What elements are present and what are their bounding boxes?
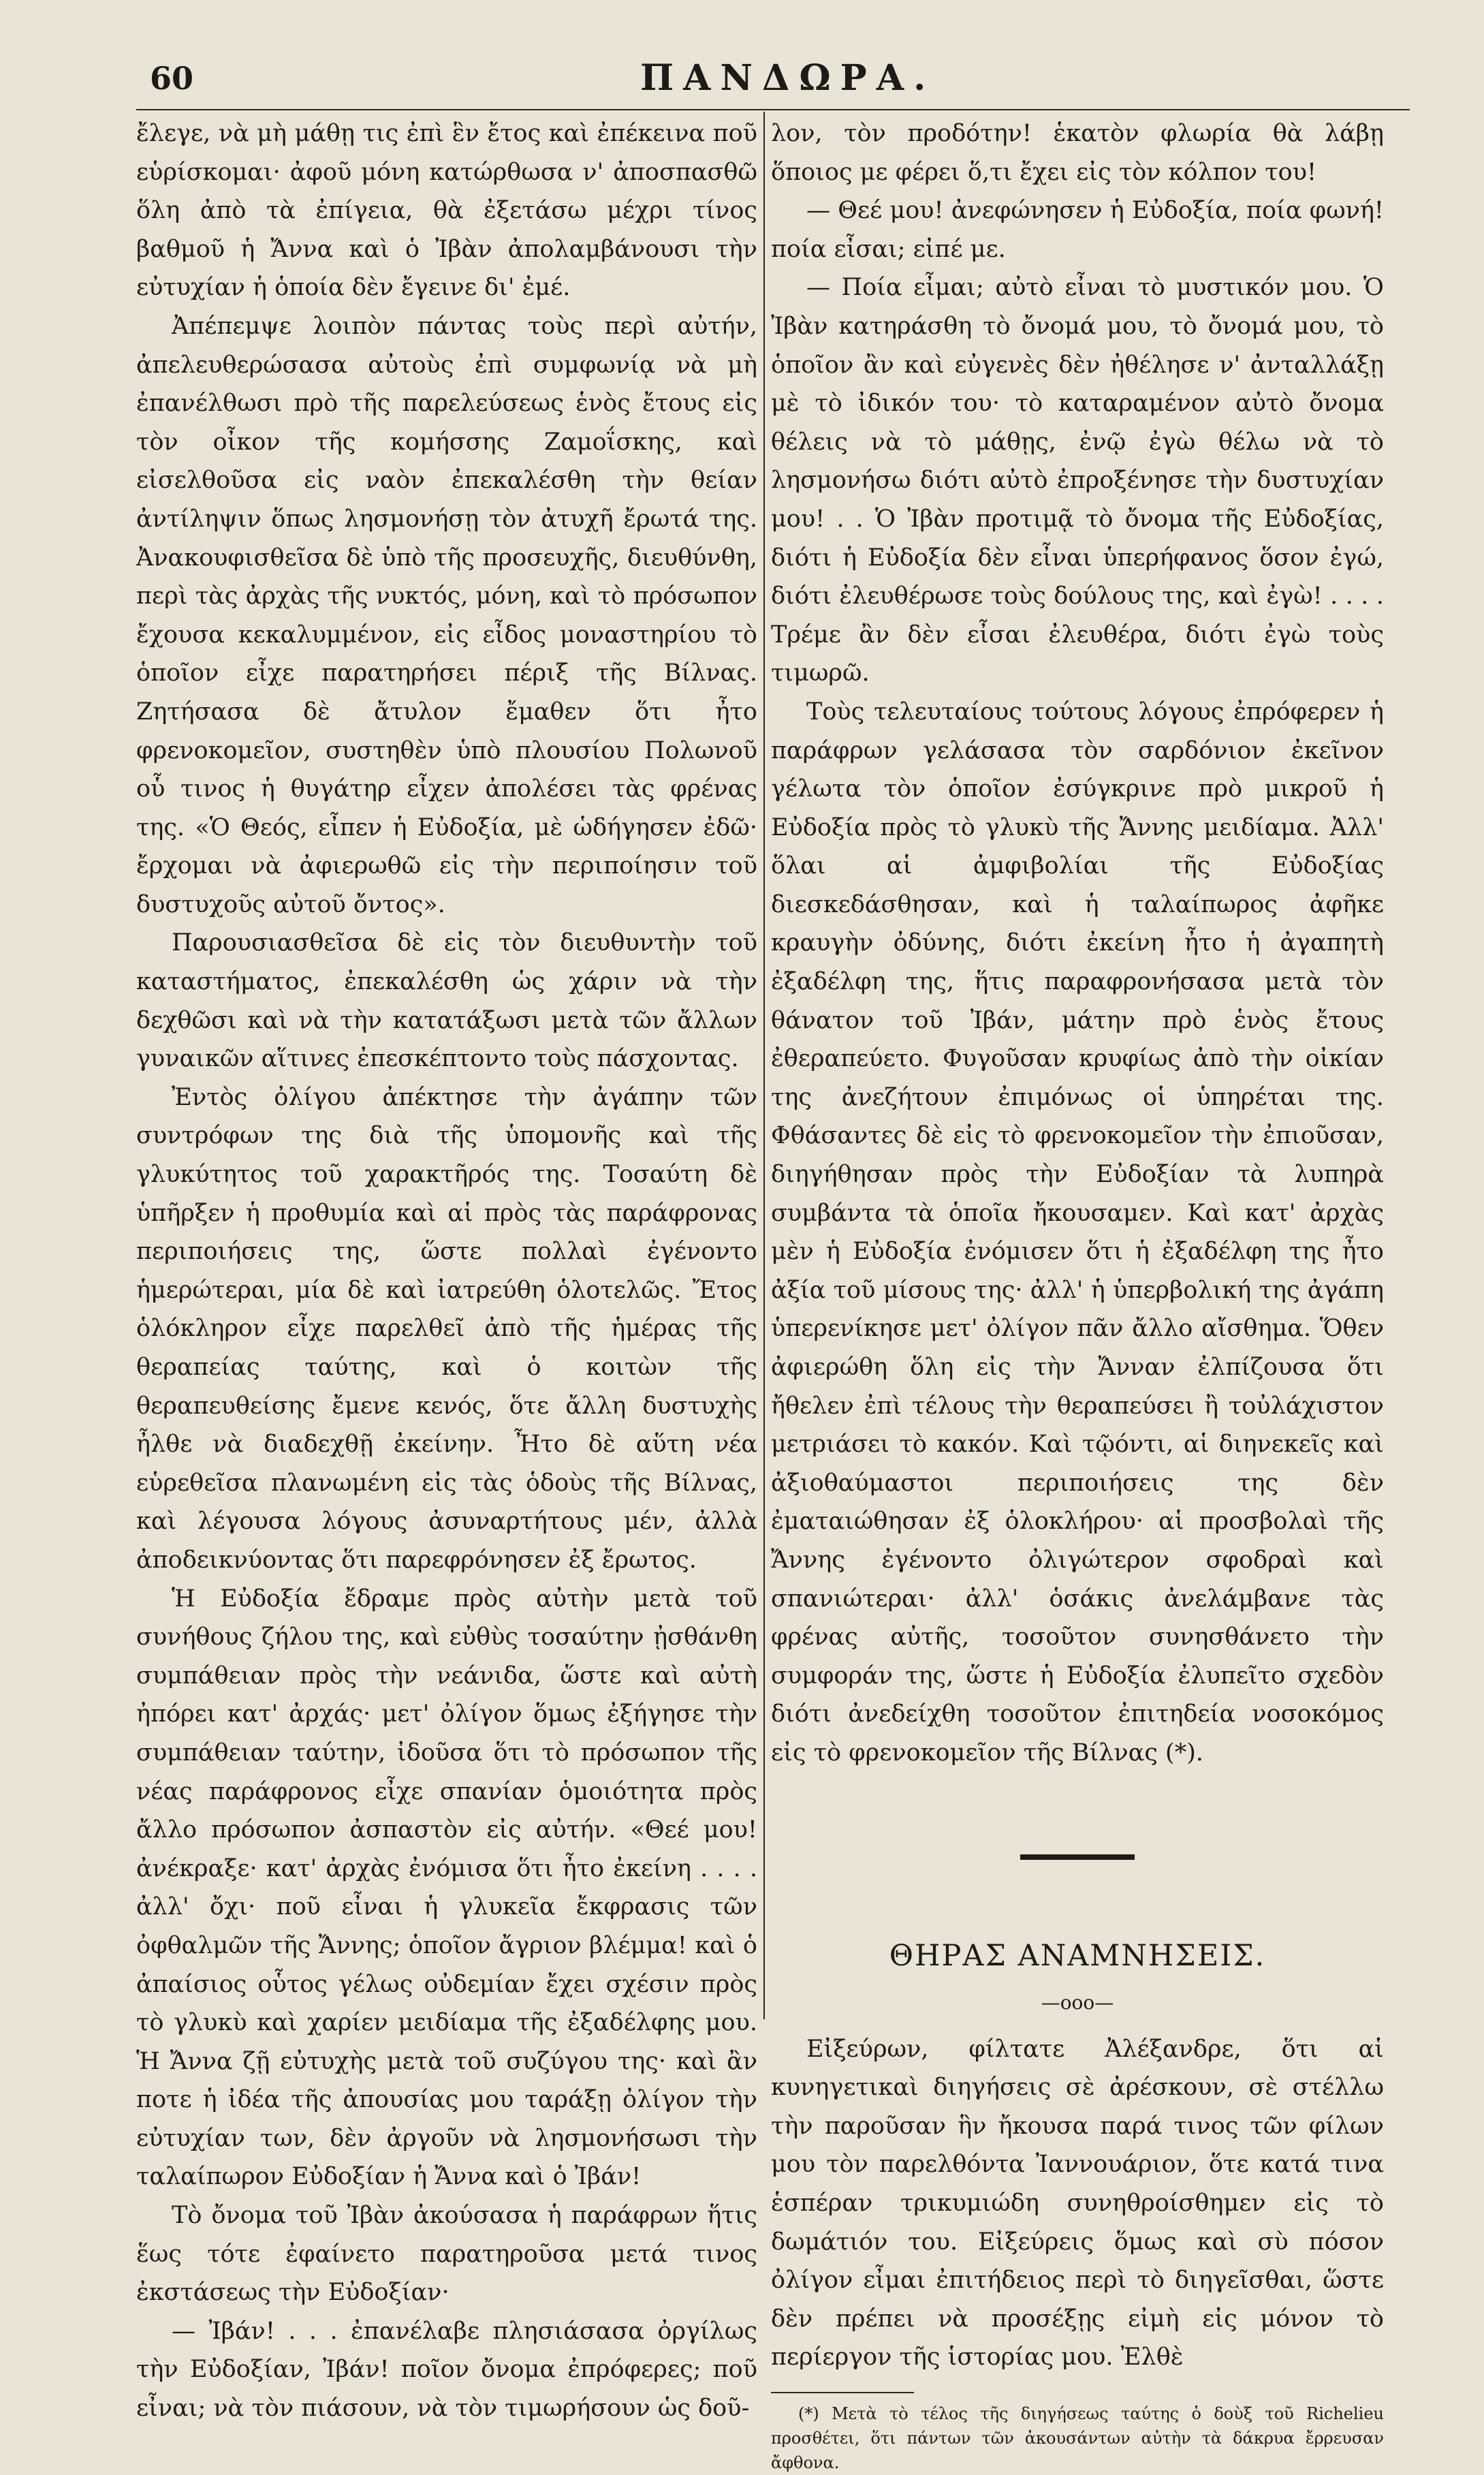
left-paragraph-5: Ἡ Εὐδοξία ἔδραμε πρὸς αὐτὴν μετὰ τοῦ συνήθους ζήλου της, καὶ εὐθὺς τοσαύτην ᾐσθάνθη συμπάθειαν πρὸς τὴν νεάνιδα, ὥστε καὶ αὐτὴ ἠπόρει κατ' ἀρχάς· μετ' ὀλίγον ὅμως ἐξήγησε τὴν συμπάθειαν ταύτην, ἰδοῦσα ὅτι τὸ πρόσωπον τῆς νέας παράφρονος εἶχε σπανίαν ὁμοιότητα πρὸς ἄλλο πρόσωπον ἀσπαστὸν εἰς αὐτήν. «Θεέ μου! ἀνέκραξε· κατ' ἀρχὰς ἐνόμισα ὅτι ἦτο ἐκείνη . . . . ἀλλ' ὄχι· ποῦ εἶναι ἡ γλυκεῖα ἔκφρασις τῶν ὀφθαλμῶν τῆς Ἄννης; ὁποῖον ἄγριον βλέμμα! καὶ ὁ ἀπαίσιος οὗτος γέλως οὐδεμίαν ἔχει σχέσιν πρὸς τὸ γλυκὺ καὶ χαρίεν μειδίαμα τῆς ἐξαδέλφης μου. Ἡ Ἄννα ζῇ εὐτυχὴς μετὰ τοῦ συζύγου της· καὶ ἂν ποτε ἡ ἰδέα τῆς ἀπουσίας μου ταράξῃ ὀλίγον τὴν εὐτυχίαν των, δὲν ἀργοῦν νὰ λησμονήσωσι τὴν ταλαίπωρον Εὐδοξίαν ἡ Ἄννα καὶ ὁ Ἰβάν! [136, 1585, 757, 2191]
right-paragraph-5: Εἰξεύρων, φίλτατε Ἀλέξανδρε, ὅτι αἱ κυνηγετικαὶ διηγήσεις σὲ ἀρέσκουν, σὲ στέλλω τὴν παροῦσαν ἣν ἤκουσα παρά τινος τῶν φίλων μου τὸν παρελθόντα Ἰαννουάριον, ὅτε κατά τινα ἑσπέραν τρικυμιώδη συνηθροίσθημεν εἰς τὸ δωμάτιόν του. Εἰξεύρεις ὅμως καὶ σὺ πόσον ὀλίγον εἶμαι ἐπιτήδειος περὶ τὸ διηγεῖσθαι, ὥστε δὲν πρέπει νὰ προσέξῃς εἰμὴ εἰς μόνον τὸ περίεργον τῆς ἱστορίας μου. Ἐλθὲ [771, 2035, 1384, 2371]
right-paragraph-2: — Θεέ μου! ἀνεφώνησεν ἡ Εὐδοξία, ποία φωνή! ποία εἶσαι; εἰπέ με. [771, 197, 1384, 263]
column-divider [763, 112, 765, 2019]
page-number: 60 [150, 60, 194, 97]
left-paragraph-3: Παρουσιασθεῖσα δὲ εἰς τὸν διευθυντὴν τοῦ καταστήματος, ἐπεκαλέσθη ὡς χάριν νὰ τὴν δεχθῶσι καὶ νὰ τὴν κατατάξωσι μετὰ τῶν ἄλλων γυναικῶν αἵτινες ἐπεσκέπτοντο τοὺς πάσχοντας. [136, 929, 757, 1073]
footnote: (*) Μετὰ τὸ τέλος τῆς διηγήσεως ταύτης ὁ δοὺξ τοῦ Richelieu προσθέτει, ὅτι πάντων τῶν ἀκουσάντων αὐτὴν τὰ δάκρυα ἔρρευσαν ἄφθονα. [771, 2403, 1384, 2472]
page-header [136, 53, 1403, 101]
running-title: ΠΑΝΔΩΡΑ. [640, 57, 936, 99]
left-paragraph-1: ἔλεγε, νὰ μὴ μάθῃ τις ἐπὶ ἓν ἔτος καὶ ἐπέκεινα ποῦ εὑρίσκομαι· ἀφοῦ μόνη κατώρθωσα ν' ἀποσπασθῶ ὅλη ἀπὸ τὰ ἐπίγεια, θὰ ἐξετάσω μέχρι τίνος βαθμοῦ ἡ Ἄννα καὶ ὁ Ἰβὰν ἀπολαμβάνουσι τὴν εὐτυχίαν ἡ ὁποία δὲν ἔγεινε δι' ἐμέ. [136, 120, 757, 302]
left-column [136, 114, 757, 2428]
section-title: ΘΗΡΑΣ ΑΝΑΜΝΗΣΕΙΣ. [889, 1938, 1266, 1973]
left-paragraph-6: Τὸ ὄνομα τοῦ Ἰβὰν ἀκούσασα ἡ παράφρων ἥτις ἕως τότε ἐφαίνετο παρατηροῦσα μετά τινος ἐκστάσεως τὴν Εὐδοξίαν· [136, 2202, 757, 2307]
left-paragraph-7: — Ἰβάν! . . . ἐπανέλαβε πλησιάσασα ὀργίλως τὴν Εὐδοξίαν, Ἰβάν! ποῖον ὄνομα ἐπρόφερες; ποῦ εἶναι; νὰ τὸν πιάσουν, νὰ τὸν τιμωρήσουν ὡς δοῦ- [136, 2317, 757, 2423]
left-paragraph-4: Ἐντὸς ὀλίγου ἀπέκτησε τὴν ἀγάπην τῶν συντρόφων της διὰ τῆς ὑπομονῆς καὶ τῆς γλυκύτητος τοῦ χαρακτῆρός της. Τοσαύτη δὲ ὑπῆρξεν ἡ προθυμία καὶ αἱ πρὸς τὰς παράφρονας περιποιήσεις της, ὥστε πολλαὶ ἐγένοντο ἡμερώτεραι, μία δὲ καὶ ἰατρεύθη ὁλοτελῶς. Ἔτος ὁλόκληρον εἶχε παρελθεῖ ἀπὸ τῆς ἡμέρας τῆς θεραπείας ταύτης, καὶ ὁ κοιτὼν τῆς θεραπευθείσης ἔμενε κενός, ὅτε ἄλλη δυστυχὴς ἦλθε νὰ διαδεχθῇ ἐκείνην. Ἦτο δὲ αὕτη νέα εὑρεθεῖσα πλανωμένη εἰς τὰς ὁδοὺς τῆς Βίλνας, καὶ λέγουσα λόγους ἀσυναρτήτους μέν, ἀλλὰ ἀποδεικνύοντας ὅτι παρεφρόνησεν ἐξ ἔρωτος. [136, 1083, 757, 1574]
right-column [771, 114, 1384, 2475]
right-paragraph-4: Τοὺς τελευταίους τούτους λόγους ἐπρόφερεν ἡ παράφρων γελάσασα τὸν σαρδόνιον ἐκεῖνον γέλωτα τὸν ὁποῖον ἐσύγκρινε πρὸ μικροῦ ἡ Εὐδοξία πρὸς τὸ γλυκὺ τῆς Ἄννης μειδίαμα. Ἀλλ' ὅλαι αἱ ἀμφιβολίαι τῆς Εὐδοξίας διεσκεδάσθησαν, καὶ ἡ ταλαίπωρος ἀφῆκε κραυγὴν ὀδύνης, διότι ἐκείνη ἦτο ἡ ἀγαπητὴ ἐξαδέλφη της, ἥτις παραφρονήσασα μετὰ τὸν θάνατον τοῦ Ἰβάν, μάτην πρὸ ἑνὸς ἔτους ἐθεραπεύετο. Φυγοῦσαν κρυφίως ἀπὸ τὴν οἰκίαν της ἀνεζήτουν ἐπιμόνως οἱ ὑπηρέται της. Φθάσαντες δὲ εἰς τὸ φρενοκομεῖον τὴν ἐπιοῦσαν, διηγήθησαν πρὸς τὴν Εὐδοξίαν τὰ λυπηρὰ συμβάντα τὰ ὁποῖα ἤκουσαμεν. Καὶ κατ' ἀρχὰς μὲν ἡ Εὐδοξία ἐνόμισεν ὅτι ἡ ἐξαδέλφη της ἦτο ἀξία τοῦ μίσους της· ἀλλ' ἡ ὑπερβολική της ἀγάπη ὑπερενίκησε μετ' ὀλίγον πᾶν ἄλλο αἴσθημα. Ὅθεν ἀφιερώθη ὅλη εἰς τὴν Ἄνναν ἐλπίζουσα ὅτι ἤθελεν ἐπὶ τέλους τὴν θεραπεύσει ἢ τοὐλάχιστον μετριάσει τὸ κακόν. Καὶ τῷόντι, αἱ διηνεκεῖς καὶ ἀξιοθαύμαστοι περιποιήσεις της δὲν ἐματαιώθησαν ἐξ ὁλοκλήρου· αἱ προσβολαὶ τῆς Ἄννης ἐγένοντο ὀλιγώτερον σφοδραὶ καὶ σπανιώτεραι· ἀλλ' ὁσάκις ἀνελάμβανε τὰς φρένας αὐτῆς, τοσοῦτον συνησθάνετο τὴν συμφοράν της, ὥστε ἡ Εὐδοξία ἐλυπεῖτο σχεδὸν διότι ἀνεδείχθη τοσοῦτον ἐπιτηδεία νοσοκόμος εἰς τὸ φρενοκομεῖον τῆς Βίλνας (*). [771, 698, 1384, 1766]
left-paragraph-2: Ἀπέπεμψε λοιπὸν πάντας τοὺς περὶ αὐτήν, ἀπελευθερώσασα αὐτοὺς ἐπὶ συμφωνίᾳ νὰ μὴ ἐπανέλθωσι πρὸ τῆς παρελεύσεως ἑνὸς ἔτους εἰς τὸν οἶκον τῆς κομήσσης Ζαμοΐσκης, καὶ εἰσελθοῦσα εἰς ναὸν ἐπεκαλέσθη τὴν θείαν ἀντίληψιν ὅπως λησμονήσῃ τὸν ἀτυχῆ ἔρωτά της. Ἀνακουφισθεῖσα δὲ ὑπὸ τῆς προσευχῆς, διευθύνθη, περὶ τὰς ἀρχὰς τῆς νυκτός, μόνη, καὶ τὸ πρόσωπον ἔχουσα κεκαλυμμένον, εἰς εἶδος μοναστηρίου τὸ ὁποῖον εἶχε παρατηρήσει πέριξ τῆς Βίλνας. Ζητήσασα δὲ ἄτυλον ἔμαθεν ὅτι ἦτο φρενοκομεῖον, συστηθὲν ὑπὸ πλουσίου Πολωνοῦ οὗ τινος ἡ θυγάτηρ εἶχεν ἀπολέσει τὰς φρένας της. «Ὁ Θεός, εἶπεν ἡ Εὐδοξία, μὲ ὡδήγησεν ἐδῶ· ἔρχομαι νὰ ἀφιερωθῶ εἰς τὴν περιποίησιν τοῦ δυστυχοῦς αὐτοῦ ὄντος». [136, 312, 757, 918]
header-rule [136, 109, 1410, 110]
right-paragraph-3: — Ποία εἶμαι; αὐτὸ εἶναι τὸ μυστικόν μου. Ὁ Ἰβὰν κατηράσθη τὸ ὄνομά μου, τὸ ὄνομά μου, τὸ ὁποῖον ἂν καὶ εὐγενὲς δὲν ἠθέλησε ν' ἀνταλλάξῃ μὲ τὸ ἰδικόν του· τὸ καταραμένον αὐτὸ ὄνομα θέλεις νὰ τὸ μάθῃς, ἐνῷ ἐγὼ θέλω νὰ τὸ λησμονήσω διότι αὐτὸ ἐπροξένησε τὴν δυστυχίαν μου! . . Ὁ Ἰβὰν προτιμᾷ τὸ ὄνομα τῆς Εὐδοξίας, διότι ἡ Εὐδοξία δὲν εἶναι ὑπερήφανος ὅσον ἐγώ, διότι ἐλευθέρωσε τοὺς δούλους της, καὶ ἐγὼ! . . . . Τρέμε ἂν δὲν εἶσαι ἐλευθέρα, διότι ἐγὼ τοὺς τιμωρῶ. [771, 274, 1384, 687]
footnote-rule [771, 2392, 914, 2393]
ornament: —ooo— [1041, 1991, 1114, 2014]
section-separator-rule [1020, 1854, 1135, 1860]
right-paragraph-1: λον, τὸν προδότην! ἑκατὸν φλωρία θὰ λάβῃ ὅποιος με φέρει ὅ,τι ἔχει εἰς τὸν κόλπον του! [771, 120, 1384, 186]
